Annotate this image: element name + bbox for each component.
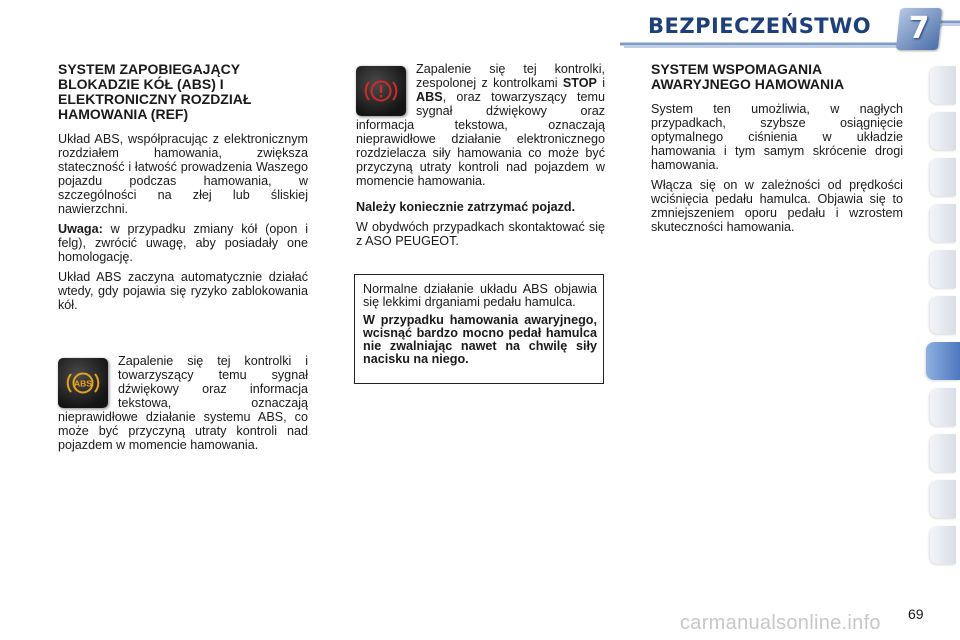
page-number: 69 (908, 606, 924, 622)
section-title: BEZPIECZEŃSTWO (648, 14, 872, 38)
note-text: w przypadku zmiany kół (opon i felg), zwrócić uwagę, aby posiadały one homologację. (58, 222, 308, 264)
chapter-tab[interactable] (930, 296, 956, 334)
chapter-tab[interactable] (930, 434, 956, 472)
box-normal-operation: Normalne działanie układu ABS objawia się lekkimi drganiami pedału hamulca. (363, 282, 597, 309)
stop-label: STOP (562, 76, 597, 90)
chapter-tab-active[interactable] (926, 342, 960, 380)
ref-warning-text: Zapalenie się tej kontrolki, zespolonej z kontrolkami STOP i ABS, oraz towarzyszący temu sygnał dźwiękowy oraz informacja tekstowa, oznaczają nieprawidłowe działanie elektronicznego rozdzielacza siły hamowania co może być przyczyną utraty kontroli nad pojazdem w momencie hamowania. (356, 62, 605, 188)
chapter-tab[interactable] (930, 158, 956, 196)
abs-note (58, 222, 308, 264)
brake-warning-light-icon (356, 66, 406, 116)
note-label: Uwaga: (58, 222, 103, 236)
abs-activation: Układ ABS zaczyna automatycznie działać wtedy, gdy pojawia się ryzyko zablokowania kół. (58, 270, 308, 312)
chapter-number: 7 (908, 11, 930, 46)
eba-activation: Włącza się on w zależności od prędkości wciśnięcia pedału hamulca. Objawia się to zmniejszeniem oporu pedału i wzrostem skuteczności hamowania. (651, 178, 903, 234)
abs-icon-label: ABS (74, 378, 92, 389)
abs-warning-text: Zapalenie się tej kontrolki i towarzyszący temu sygnał dźwiękowy oraz informacja tekstowa, oznaczają nieprawidłowe działanie systemu ABS, co może być przyczyną utraty kontroli nad pojazdem w momencie hamowania. (58, 354, 308, 452)
abs-column (58, 62, 308, 458)
abs-label: ABS (416, 90, 443, 104)
chapter-tab[interactable] (930, 388, 956, 426)
abs-intro: Układ ABS, współpracując z elektronicznym rozdziałem hamowania, zwiększa stateczność i łatwość prowadzenia Waszego pojazdu podczas hamowania, w szczególności na złej lub śliskiej nawierzchni. (58, 132, 308, 216)
eba-heading: SYSTEM WSPOMAGANIA AWARYJNEGO HAMOWANIA (651, 61, 845, 92)
eba-column (651, 62, 903, 240)
chapter-tab[interactable] (930, 66, 956, 104)
chapter-tab[interactable] (930, 250, 956, 288)
chapter-tab[interactable] (930, 204, 956, 242)
abs-info-box (354, 274, 604, 384)
watermark: carmanualsonline.info (680, 612, 881, 634)
chapter-tab[interactable] (930, 112, 956, 150)
chapter-tab[interactable] (930, 526, 956, 564)
chapter-tab[interactable] (930, 480, 956, 518)
contact-dealer-text: W obydwóch przypadkach skontaktować się z ASO PEUGEOT. (356, 220, 605, 248)
eba-description: System ten umożliwia, w nagłych przypadkach, szybsze osiągnięcie optymalnego ciśnienia w układzie hamowania i tym samym skrócenie drogi hamowania. (651, 102, 903, 172)
ref-column (356, 62, 605, 254)
chapter-tabs (926, 66, 960, 578)
abs-warning-light-icon (58, 358, 108, 408)
abs-heading: SYSTEM ZAPOBIEGAJĄCY BLOKADZIE KÓŁ (ABS) I ELEKTRONICZNY ROZDZIAŁ HAMOWANIA (REF) (58, 61, 252, 122)
box-emergency-braking: W przypadku hamowania awaryjnego, wcisnąć bardzo mocno pedał hamulca nie zwalniając nawet na chwilę siły nacisku na niego. (363, 313, 597, 366)
stop-vehicle-note: Należy koniecznie zatrzymać pojazd. (356, 200, 576, 214)
